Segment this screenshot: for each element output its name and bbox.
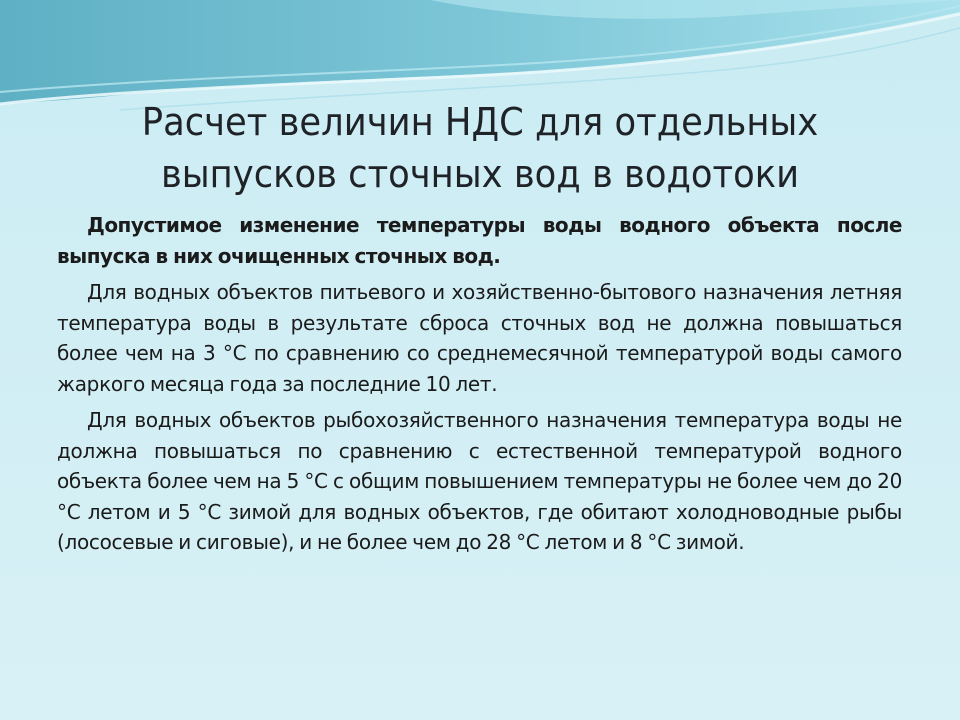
paragraph-drinking-water: Для водных объектов питьевого и хозяйственно-бытового назначения летняя температура воды в результате сброса сточных вод не должна повышаться более чем на 3 °С по сравнению со среднемесячной температурой воды самого жаркого месяца года за последние 10 лет. xyxy=(57,280,902,396)
slide-title: Расчет величин НДС для отдельных выпусков сточных вод в водотоки xyxy=(141,100,819,196)
paragraph-fishery: Для водных объектов рыбохозяйственного назначения температура воды не должна повышаться по сравнению с естественной температурой водного объекта более чем на 5 °С с общим повышением температуры не более чем до 20 °С летом и 5 °С зимой для водных объектов, где обитают холодноводные рыбы (лососевые и сиговые), и не более чем до 28 °С летом и 8 °С зимой. xyxy=(57,408,902,554)
slide-content xyxy=(57,210,902,564)
paragraph-heading: Допустимое изменение температуры воды водного объекта после выпуска в них очищенных сточных вод. xyxy=(57,213,902,268)
